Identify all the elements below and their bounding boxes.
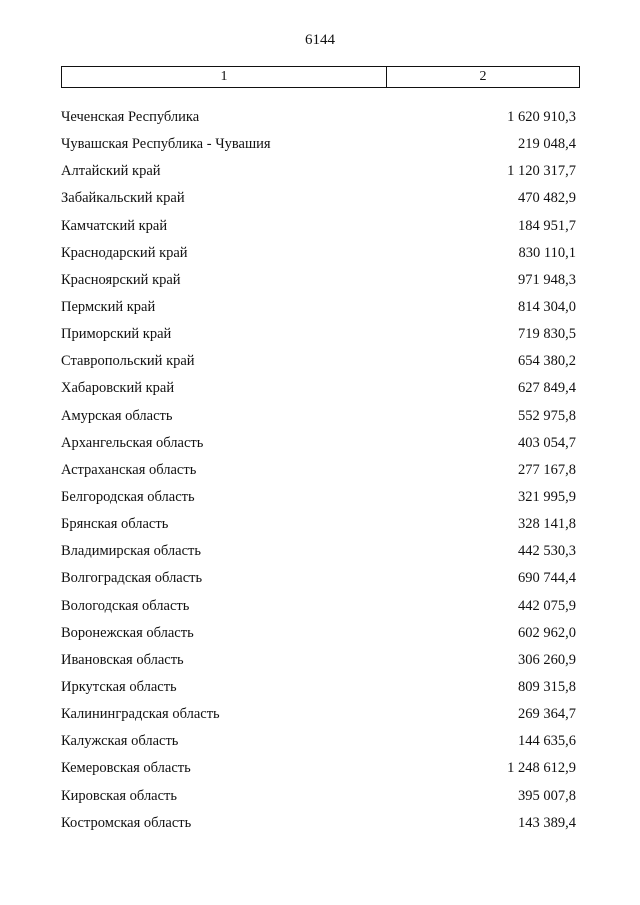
header-column-2: 2 bbox=[479, 69, 487, 84]
region-name: Чувашская Республика - Чувашия bbox=[61, 136, 271, 153]
region-name: Архангельская область bbox=[61, 434, 204, 451]
region-value: 470 482,9 bbox=[518, 190, 576, 207]
region-name: Владимирская область bbox=[61, 543, 201, 560]
region-value: 627 849,4 bbox=[518, 380, 576, 397]
region-name: Ивановская область bbox=[61, 651, 184, 668]
table-row bbox=[61, 538, 576, 565]
table-row bbox=[61, 185, 576, 212]
table-row bbox=[61, 158, 576, 185]
region-value: 328 141,8 bbox=[518, 516, 576, 533]
region-name: Чеченская Республика bbox=[61, 109, 200, 126]
table-row bbox=[61, 728, 576, 755]
region-name: Иркутская область bbox=[61, 679, 177, 696]
table-row bbox=[61, 131, 576, 158]
region-value: 809 315,8 bbox=[518, 679, 576, 696]
region-value: 552 975,8 bbox=[518, 407, 576, 424]
table-row bbox=[61, 701, 576, 728]
table-row bbox=[61, 375, 576, 402]
table-body bbox=[61, 104, 576, 837]
region-name: Кировская область bbox=[61, 787, 178, 804]
region-name: Краснодарский край bbox=[61, 244, 188, 261]
region-value: 306 260,9 bbox=[518, 651, 576, 668]
region-name: Брянская область bbox=[61, 516, 169, 533]
region-value: 719 830,5 bbox=[518, 326, 576, 343]
region-value: 830 110,1 bbox=[518, 244, 576, 261]
region-value: 143 389,4 bbox=[518, 814, 576, 831]
region-value: 277 167,8 bbox=[518, 461, 576, 478]
region-value: 395 007,8 bbox=[518, 787, 576, 804]
region-name: Пермский край bbox=[61, 299, 156, 316]
table-row bbox=[61, 593, 576, 620]
table-row bbox=[61, 755, 576, 782]
table-row bbox=[61, 810, 576, 837]
region-name: Забайкальский край bbox=[61, 190, 185, 207]
region-name: Амурская область bbox=[61, 407, 173, 424]
region-name: Камчатский край bbox=[61, 217, 168, 234]
region-value: 321 995,9 bbox=[518, 489, 576, 506]
table-row bbox=[61, 565, 576, 592]
table-row bbox=[61, 484, 576, 511]
table-row bbox=[61, 348, 576, 375]
region-value: 442 075,9 bbox=[518, 597, 576, 614]
region-name: Астраханская область bbox=[61, 461, 197, 478]
table-row bbox=[61, 240, 576, 267]
region-value: 602 962,0 bbox=[518, 624, 576, 641]
region-name: Калужская область bbox=[61, 733, 179, 750]
region-value: 442 530,3 bbox=[518, 543, 576, 560]
region-name: Воронежская область bbox=[61, 624, 194, 641]
table-row bbox=[61, 674, 576, 701]
table-row bbox=[61, 511, 576, 538]
table-row bbox=[61, 213, 576, 240]
region-value: 269 364,7 bbox=[518, 706, 576, 723]
region-name: Калининградская область bbox=[61, 706, 220, 723]
region-value: 144 635,6 bbox=[518, 733, 576, 750]
region-name: Ставропольский край bbox=[61, 353, 195, 370]
region-name: Костромская область bbox=[61, 814, 192, 831]
region-value: 1 248 612,9 bbox=[507, 760, 576, 777]
table-row bbox=[61, 620, 576, 647]
region-name: Алтайский край bbox=[61, 163, 161, 180]
table-row bbox=[61, 104, 576, 131]
page-number: 6144 bbox=[305, 32, 335, 48]
region-name: Вологодская область bbox=[61, 597, 190, 614]
region-value: 654 380,2 bbox=[518, 353, 576, 370]
region-value: 403 054,7 bbox=[518, 434, 576, 451]
region-value: 219 048,4 bbox=[518, 136, 576, 153]
region-value: 184 951,7 bbox=[518, 217, 576, 234]
region-name: Волгоградская область bbox=[61, 570, 203, 587]
table-row bbox=[61, 430, 576, 457]
region-value: 690 744,4 bbox=[518, 570, 576, 587]
region-name: Приморский край bbox=[61, 326, 172, 343]
table-header bbox=[61, 66, 580, 88]
region-name: Красноярский край bbox=[61, 271, 181, 288]
table-row bbox=[61, 647, 576, 674]
header-column-1: 1 bbox=[62, 67, 387, 87]
table-row bbox=[61, 267, 576, 294]
region-value: 1 120 317,7 bbox=[507, 163, 576, 180]
region-name: Хабаровский край bbox=[61, 380, 175, 397]
region-value: 1 620 910,3 bbox=[507, 109, 576, 126]
table-row bbox=[61, 783, 576, 810]
region-name: Кемеровская область bbox=[61, 760, 191, 777]
table-row bbox=[61, 321, 576, 348]
table-row bbox=[61, 457, 576, 484]
table-row bbox=[61, 403, 576, 430]
table-row bbox=[61, 294, 576, 321]
region-value: 971 948,3 bbox=[518, 271, 576, 288]
region-value: 814 304,0 bbox=[518, 299, 576, 316]
region-name: Белгородская область bbox=[61, 489, 195, 506]
